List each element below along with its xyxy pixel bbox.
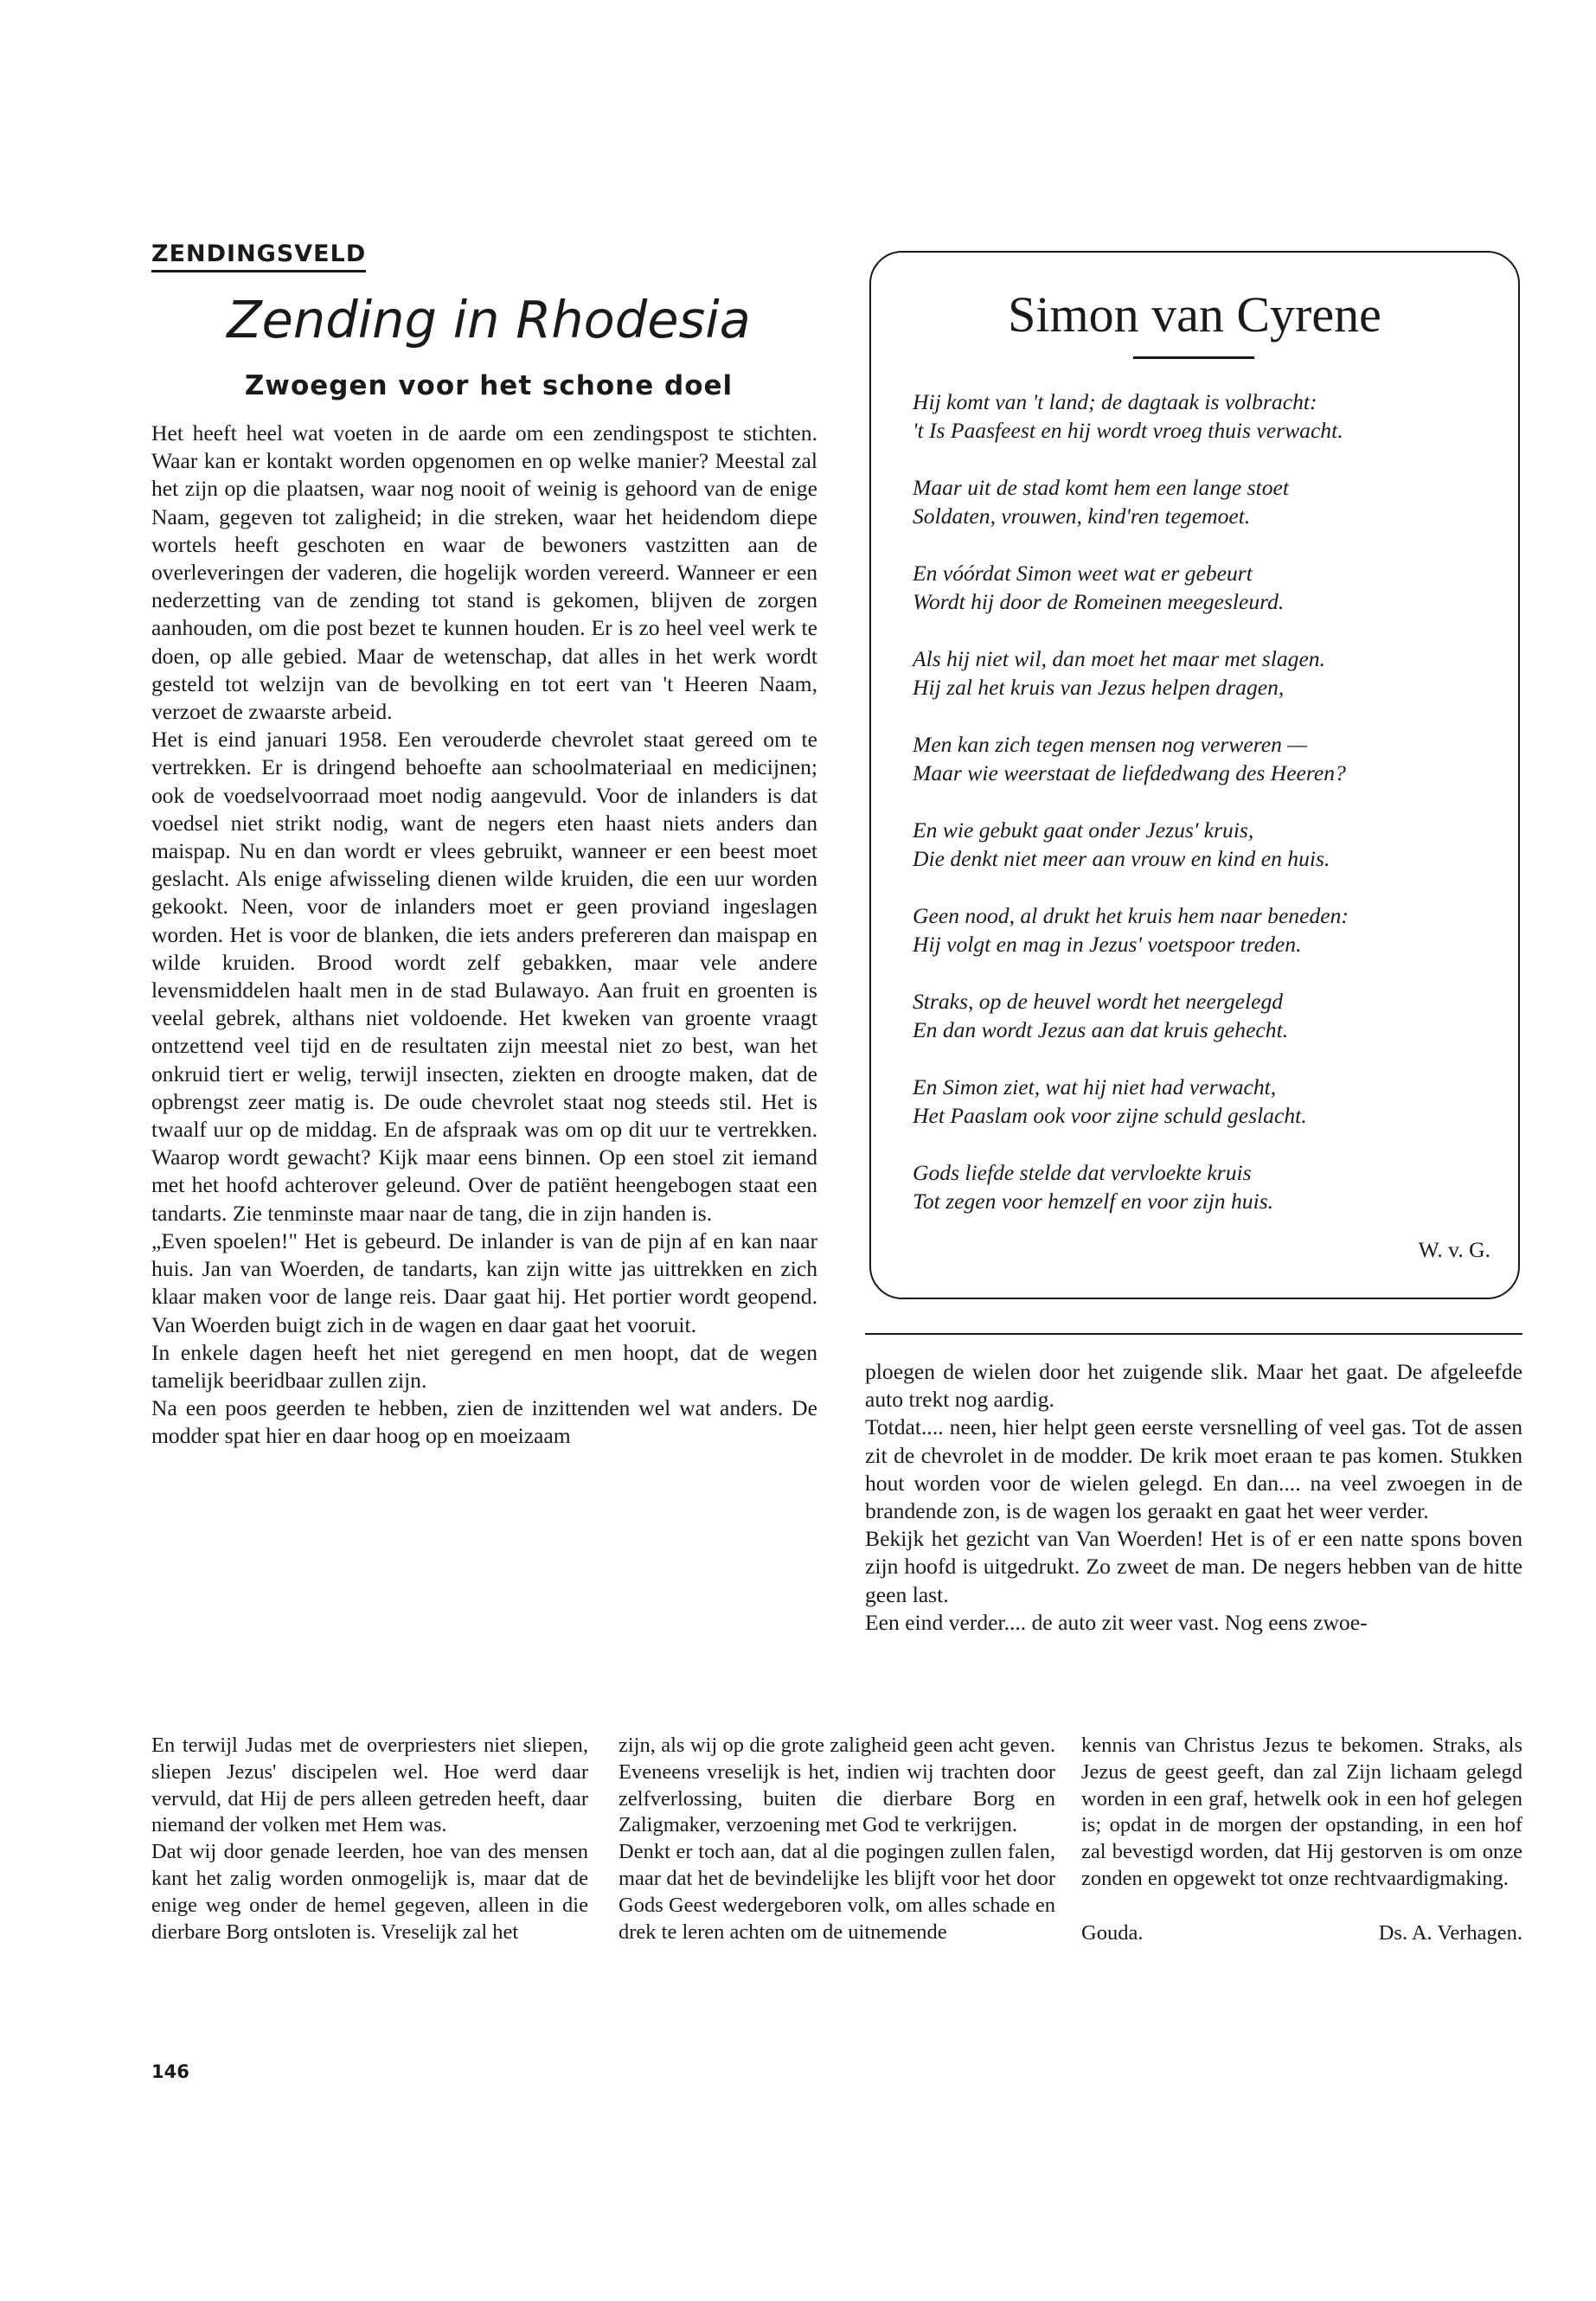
paragraph: Het is eind januari 1958. Een verouderde chevrolet staat gereed om te vertrekken. Er is dringend behoefte aan schoolmateriaal en medicijnen; ook de voedselvoorraad moet nodig aangevuld. Voor de inlanders is dat voedsel niet strikt nodig, want de negers eten haast niets anders dan maispap. Nu en dan wordt er vlees gebruikt, wanneer er een beest moet geslacht. Als enige afwisseling dienen wilde kruiden, die een uur worden gekookt. Neen, voor de inlanders moet er geen proviand ingeslagen worden. Het is voor de blanken, die iets anders prefereren dan maispap en wilde kruiden. Brood wordt zelf gebakken, maar vele andere levensmiddelen haalt men in de stad Bulawayo. Aan fruit en groenten is veelal gebrek, althans niet voldoende. Het kweken van groente vraagt ontzettend veel tijd en de resultaten zijn meestal niet zo best, wan het onkruid tiert er welig, terwijl insecten, ziekten en droogte maken, dat de opbrengst zeer matig is. De oude chevrolet staat nog steeds stil. Het is twaalf uur op de middag. En de afspraak was om op dit uur te vertrekken. Waarop wordt gewacht? Kijk maar eens binnen. Op een stoel zit iemand met het hoofd achterover geleund. Over de patiënt heengebogen staat een tandarts. Zie tenminste maar naar de tang, die in zijn handen is. [151,727,817,1226]
meditation-column-1 [151,1733,588,1945]
poem-line: Het Paaslam ook voor zijne schuld geslacht. [913,1103,1307,1128]
poem-stanza [913,644,1501,702]
poem-line: Wordt hij door de Romeinen meegesleurd. [913,589,1285,614]
poem-line: Men kan zich tegen mensen nog verweren — [913,732,1308,757]
section-label: ZENDINGSVELD [151,240,366,272]
paragraph: En terwijl Judas met de overpriesters niet sliepen, sliepen Jezus' discipelen wel. Hoe werd daar vervuld, dat Hij de pers alleen getreden heeft, daar niemand der volken met Hem was. [151,1734,588,1837]
page-number: 146 [151,2061,189,2082]
column-divider [865,1333,1522,1335]
poem-stanza [913,816,1501,873]
article-right-column [865,1358,1522,1637]
paragraph: Denkt er toch aan, dat al die pogingen zullen falen, maar dat het de bevindelijke les blijft voor het door Gods Geest wedergeboren volk, om alles schade en drek te leren achten om de uitnemende [619,1840,1055,1944]
article-left-column [151,420,817,1451]
meditation-column-3 [1081,1733,1522,1947]
poem-stanza [913,388,1501,445]
poem-body [913,388,1501,1244]
paragraph: ploegen de wielen door het zuigende slik. Maar het gaat. De afgeleefde auto trekt nog aardig. [865,1359,1522,1413]
meditation-column-2 [619,1733,1055,1945]
poem-stanza [913,1158,1501,1215]
poem-line: Hij zal het kruis van Jezus helpen dragen, [913,675,1285,700]
article-subtitle: Zwoegen voor het schone doel [244,370,734,401]
poem-stanza [913,730,1501,787]
poem-line: Tot zegen voor hemzelf en voor zijn huis. [913,1189,1274,1214]
article-title: Zending in Rhodesia [227,290,751,349]
poem-line: Gods liefde stelde dat vervloekte kruis [913,1160,1252,1185]
paragraph: Het heeft heel wat voeten in de aarde om een zendingspost te stichten. Waar kan er kontakt worden opgenomen en op welke manier? Meestal zal het zijn op die plaatsen, waar nog nooit of weinig is gehoord van de enige Naam, gegeven tot zaligheid; in die streken, waar het heidendom diepe wortels heeft geschoten en waar de bewoners vastzitten aan de overleveringen der vaderen, die hogelijk worden vereerd. Wanneer er een nederzetting van de zending tot stand is gekomen, blijven de zorgen aanhouden, om die post bezet te kunnen houden. Er is zo heel veel werk te doen, op alle gebied. Maar de wetenschap, dat alles in het werk wordt gesteld tot welzijn van de bevolking en tot eert van 't Heeren Naam, verzoet de zwaarste arbeid. [151,420,817,725]
author-signature: Ds. A. Verhagen. [1378,1920,1522,1945]
paragraph: kennis van Christus Jezus te bekomen. Straks, als Jezus de geest geeft, dan zal Zijn lichaam gelegd worden in een graf, hetwelk ook in een hof gelegen is; opdat in de morgen der opstanding, in een hof zal bevestigd worden, dat Hij gestorven is om onze zonden en opgewekt tot onze rechtvaardigmaking. [1081,1734,1522,1890]
paragraph: Totdat.... neen, hier helpt geen eerste versnelling of veel gas. Tot de assen zit de chevrolet in de modder. De krik moet eraan te pas komen. Stukken hout worden voor de wielen gelegd. En dan.... na veel zwoegen in de brandende zon, is de wagen los geraakt en gaat het weer verder. [865,1414,1522,1524]
paragraph: In enkele dagen heeft het niet geregend en men hoopt, dat de wegen tamelijk beeridbaar zullen zijn. [151,1339,817,1393]
poem-line: Straks, op de heuvel wordt het neergelegd [913,989,1284,1014]
poem-stanza [913,987,1501,1044]
poem-line: En Simon ziet, wat hij niet had verwacht, [913,1074,1277,1099]
poem-author: W. v. G. [1418,1237,1490,1262]
poem-line: 't Is Paasfeest en hij wordt vroeg thuis verwacht. [913,418,1343,443]
paragraph: Een eind verder.... de auto zit weer vast. Nog eens zwoe- [865,1609,1368,1635]
paragraph: Na een poos geerden te hebben, zien de inzittenden wel wat anders. De modder spat hier en daar hoog op en moeizaam [151,1395,817,1449]
place-name: Gouda. [1081,1920,1144,1945]
poem-stanza [913,473,1501,530]
poem-line: Hij volgt en mag in Jezus' voetspoor treden. [913,932,1302,957]
poem-line: En vóórdat Simon weet wat er gebeurt [913,561,1253,586]
poem-line: Maar wie weerstaat de liefdedwang des Heeren? [913,760,1346,785]
poem-line: Als hij niet wil, dan moet het maar met slagen. [913,646,1325,671]
paragraph: zijn, als wij op die grote zaligheid geen acht geven. Eveneens vreselijk is het, indien wij trachten door zelfverlossing, buiten die dierbare Borg en Zaligmaker, verzoening met God te verkrijgen. [619,1734,1055,1837]
signature-row [1081,1920,1522,1947]
poem-title-rule [1133,356,1254,359]
poem-line: Geen nood, al drukt het kruis hem naar beneden: [913,903,1349,928]
poem-line: Die denkt niet meer aan vrouw en kind en huis. [913,846,1330,871]
poem-line: En dan wordt Jezus aan dat kruis gehecht. [913,1017,1289,1042]
poem-stanza [913,559,1501,616]
poem-stanza [913,1073,1501,1130]
poem-title: Simon van Cyrene [1008,286,1381,343]
paragraph: „Even spoelen!" Het is gebeurd. De inlander is van de pijn af en kan naar huis. Jan van Woerden, de tandarts, kan zijn witte jas uittrekken en zich klaar maken voor de lange reis. Daar gaat hij. Het portier wordt geopend. Van Woerden buigt zich in de wagen en daar gaat het vooruit. [151,1227,817,1337]
poem-line: Soldaten, vrouwen, kind'ren tegemoet. [913,503,1251,529]
poem-line: Hij komt van 't land; de dagtaak is volbracht: [913,389,1317,414]
poem-line: En wie gebukt gaat onder Jezus' kruis, [913,817,1254,843]
poem-line: Maar uit de stad komt hem een lange stoet [913,475,1290,500]
paragraph: Bekijk het gezicht van Van Woerden! Het is of er een natte spons boven zijn hoofd is uitgedrukt. Zo zweet de man. De negers hebben van de hitte geen last. [865,1526,1522,1607]
poem-stanza [913,901,1501,958]
paragraph: Dat wij door genade leerden, hoe van des mensen kant het zalig worden onmogelijk is, maar dat de enige weg onder de hemel gegeven, alleen in die dierbare Borg ontsloten is. Vreselijk zal het [151,1840,588,1944]
